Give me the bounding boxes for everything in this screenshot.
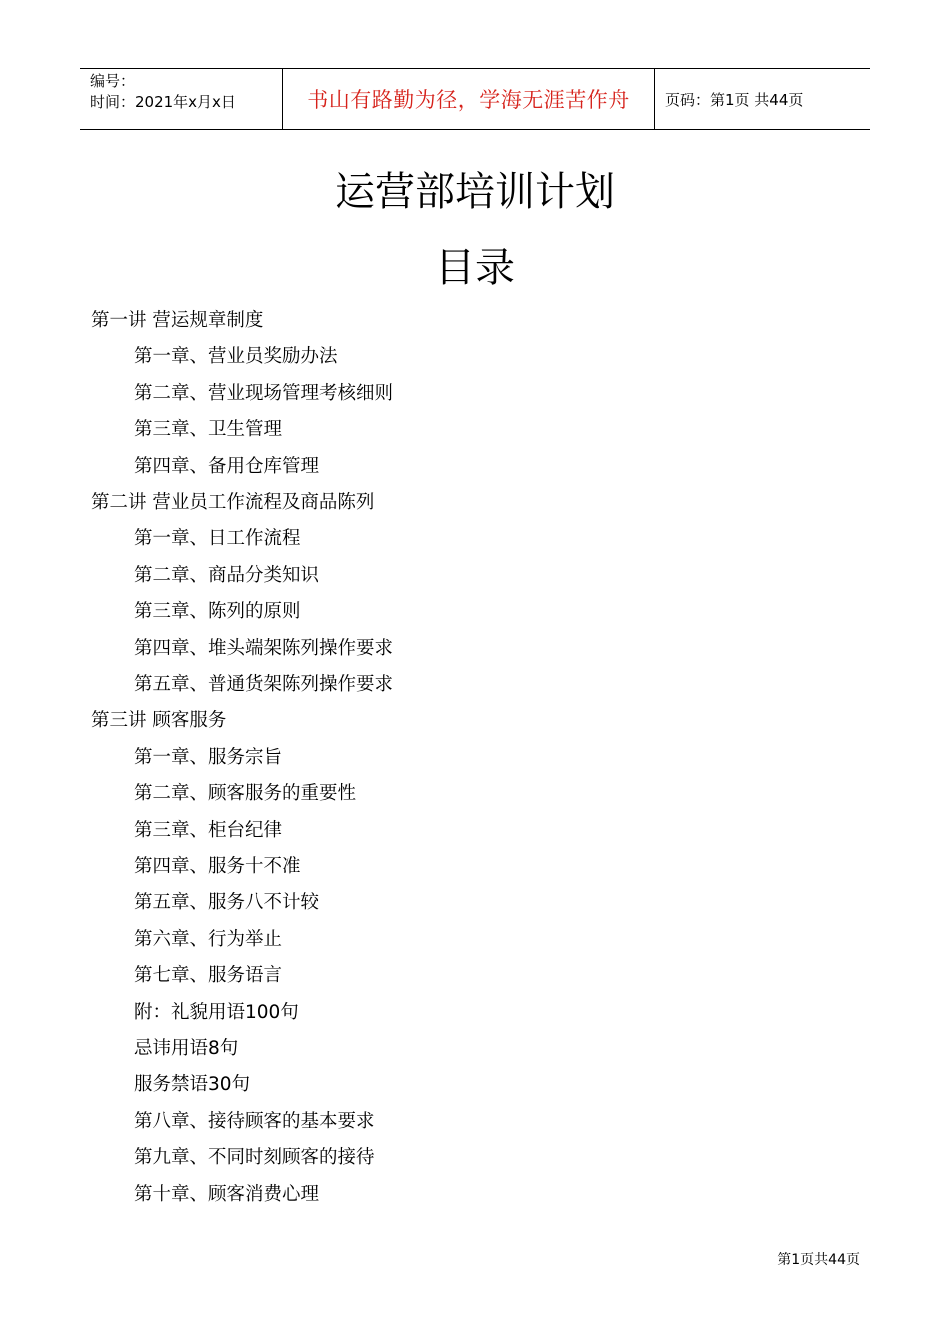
toc-heading: 目录 bbox=[435, 245, 515, 291]
toc-item: 第一章、日工作流程 bbox=[134, 528, 301, 550]
toc-item: 第二章、顾客服务的重要性 bbox=[134, 783, 357, 805]
page-header bbox=[80, 68, 870, 130]
document-time-label: 时间：2021年x月x日 bbox=[90, 93, 236, 111]
toc-item: 附：礼貌用语100句 bbox=[134, 1001, 299, 1023]
toc-item: 忌讳用语8句 bbox=[134, 1038, 239, 1059]
toc-item: 第四章、堆头端架陈列操作要求 bbox=[134, 637, 394, 659]
toc-item: 第二章、营业现场管理考核细则 bbox=[134, 382, 394, 404]
toc-item: 第四章、服务十不准 bbox=[134, 856, 301, 877]
toc-item: 第十章、顾客消费心理 bbox=[134, 1183, 320, 1205]
toc-item: 第九章、不同时刻顾客的接待 bbox=[134, 1147, 375, 1169]
toc-item: 第一章、服务宗旨 bbox=[134, 746, 283, 768]
header-meta bbox=[80, 69, 282, 129]
toc-item: 第二章、商品分类知识 bbox=[134, 564, 320, 586]
toc-item: 第二讲 营业员工作流程及商品陈列 bbox=[91, 492, 375, 513]
toc-item: 第六章、行为举止 bbox=[134, 928, 283, 950]
toc-item: 服务禁语30句 bbox=[134, 1074, 251, 1096]
toc-item: 第三讲 顾客服务 bbox=[91, 710, 227, 732]
toc-item: 第三章、陈列的原则 bbox=[134, 601, 301, 623]
toc-item: 第七章、服务语言 bbox=[134, 965, 283, 987]
toc-item: 第五章、普通货架陈列操作要求 bbox=[134, 674, 394, 695]
header-page-info: 页码：第1页 共44页 bbox=[665, 90, 804, 109]
page-footer: 第1页共44页 bbox=[777, 1252, 860, 1268]
document-title: 运营部培训计划 bbox=[335, 169, 615, 215]
toc-item: 第一章、营业员奖励办法 bbox=[134, 346, 338, 368]
document-number-label: 编号： bbox=[90, 72, 136, 90]
toc-item: 第五章、服务八不计较 bbox=[134, 892, 320, 914]
toc-item: 第一讲 营运规章制度 bbox=[91, 310, 264, 331]
toc-item: 第三章、卫生管理 bbox=[134, 419, 283, 441]
toc-item: 第八章、接待顾客的基本要求 bbox=[134, 1110, 375, 1132]
toc-item: 第三章、柜台纪律 bbox=[134, 819, 283, 841]
header-motto: 书山有路勤为径，学海无涯苦作舟 bbox=[282, 69, 655, 129]
toc-item: 第四章、备用仓库管理 bbox=[134, 455, 320, 477]
